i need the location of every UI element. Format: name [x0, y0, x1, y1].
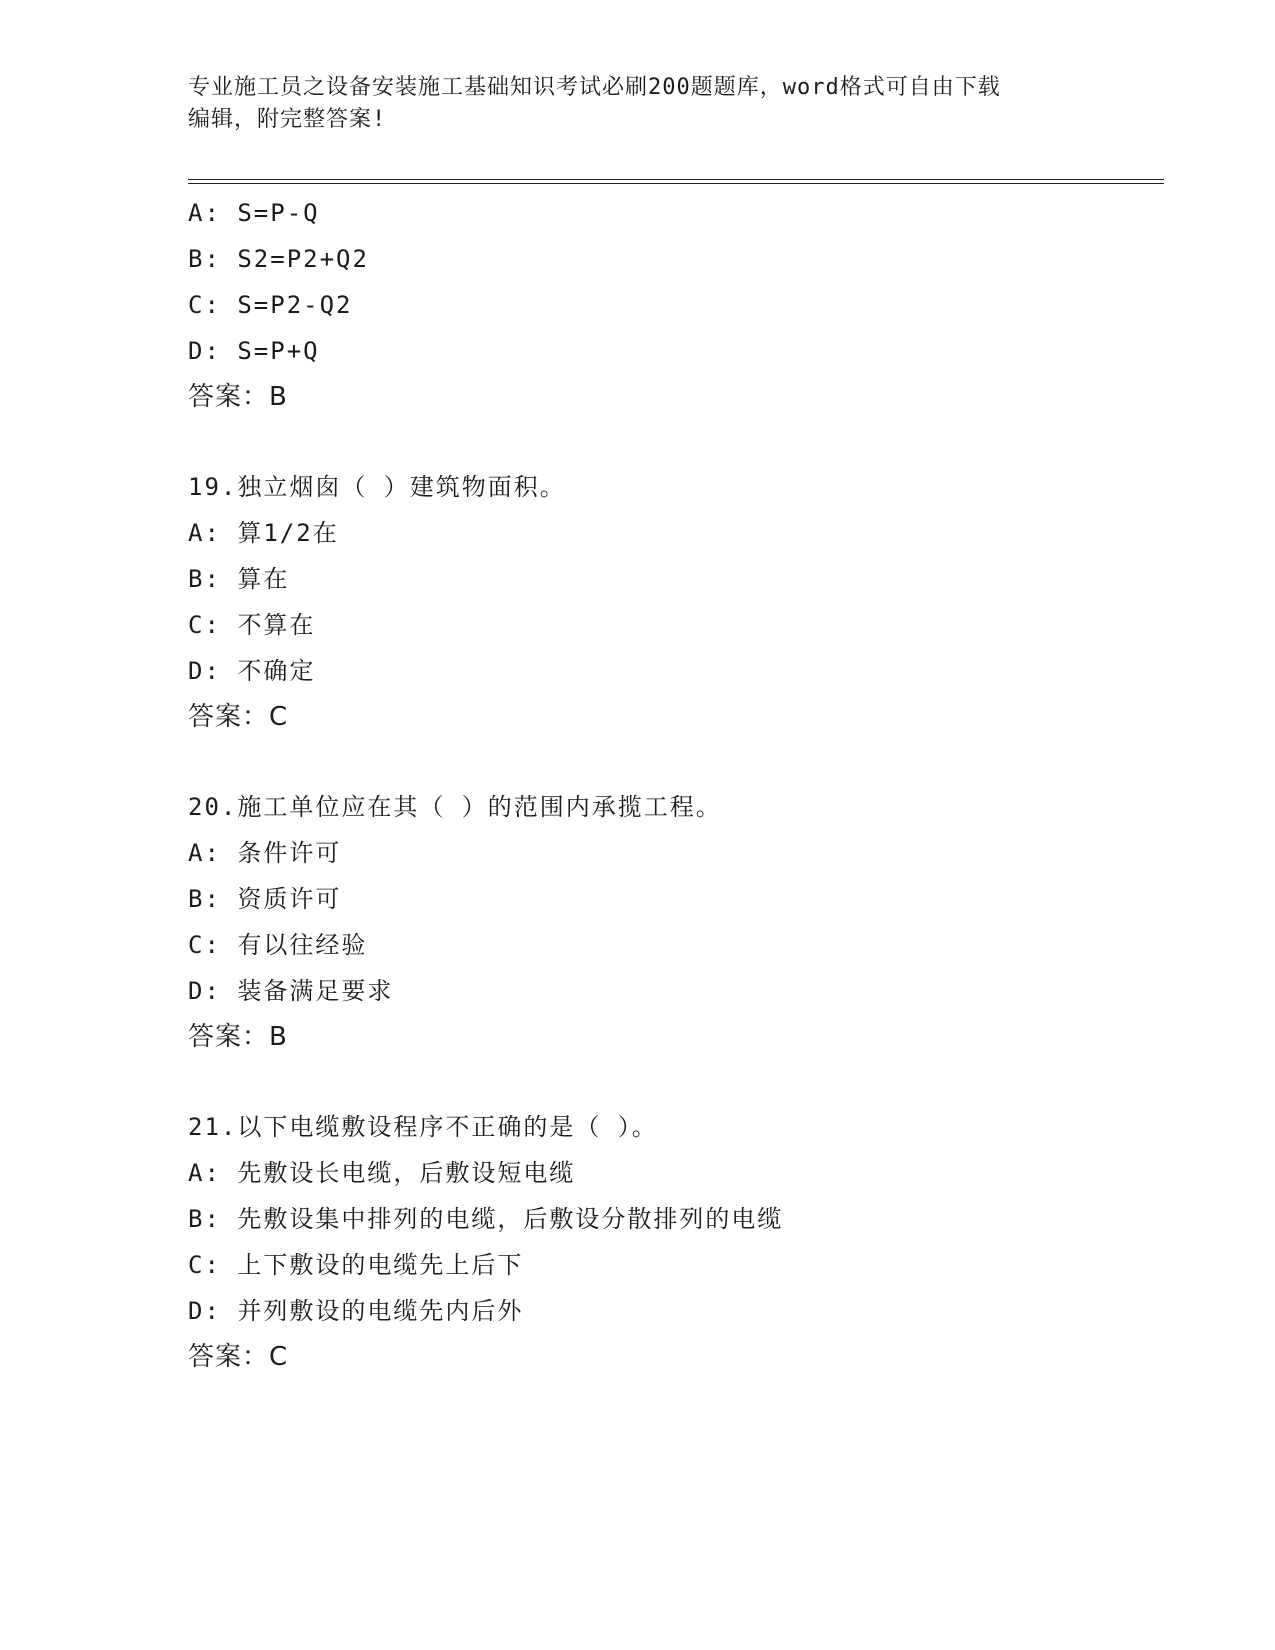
answer: 答案：C [188, 702, 289, 732]
option-b: B: 资质许可 [188, 885, 342, 913]
header-divider-top [188, 179, 1164, 180]
question-spacer [188, 420, 1148, 464]
question-spacer [188, 740, 1148, 784]
question-18 [188, 190, 1148, 420]
question-19 [188, 464, 1148, 740]
option-d: D: 装备满足要求 [188, 977, 394, 1005]
option-c: C: 不算在 [188, 611, 316, 639]
question-title: 21.以下电缆敷设程序不正确的是（ ）。 [188, 1113, 658, 1141]
option-b: B: 先敷设集中排列的电缆，后敷设分散排列的电缆 [188, 1205, 784, 1233]
document-header [188, 72, 1088, 136]
option-a: A: 先敷设长电缆，后敷设短电缆 [188, 1159, 576, 1187]
option-d: D: S=P+Q [188, 337, 320, 365]
option-c: C: S=P2-Q2 [188, 291, 353, 319]
option-d: D: 不确定 [188, 657, 316, 685]
option-b: B: S2=P2+Q2 [188, 245, 369, 273]
option-b: B: 算在 [188, 565, 290, 593]
option-d: D: 并列敷设的电缆先内后外 [188, 1297, 524, 1325]
header-line-2: 编辑，附完整答案! [188, 107, 387, 132]
option-a: A: 条件许可 [188, 839, 342, 867]
answer: 答案：B [188, 382, 288, 412]
question-20 [188, 784, 1148, 1060]
option-a: A: S=P-Q [188, 199, 320, 227]
header-divider-bottom [188, 183, 1164, 184]
option-c: C: 上下敷设的电缆先上后下 [188, 1251, 524, 1279]
answer: 答案：C [188, 1342, 289, 1372]
question-title: 19.独立烟囱（ ）建筑物面积。 [188, 473, 566, 501]
option-a: A: 算1/2在 [188, 519, 339, 547]
question-list [188, 190, 1148, 1380]
question-21 [188, 1104, 1148, 1380]
header-line-1: 专业施工员之设备安装施工基础知识考试必刷200题题库，word格式可自由下载 [188, 75, 1001, 100]
question-title: 20.施工单位应在其（ ）的范围内承揽工程。 [188, 793, 722, 821]
answer: 答案：B [188, 1022, 288, 1052]
option-c: C: 有以往经验 [188, 931, 368, 959]
question-spacer [188, 1060, 1148, 1104]
